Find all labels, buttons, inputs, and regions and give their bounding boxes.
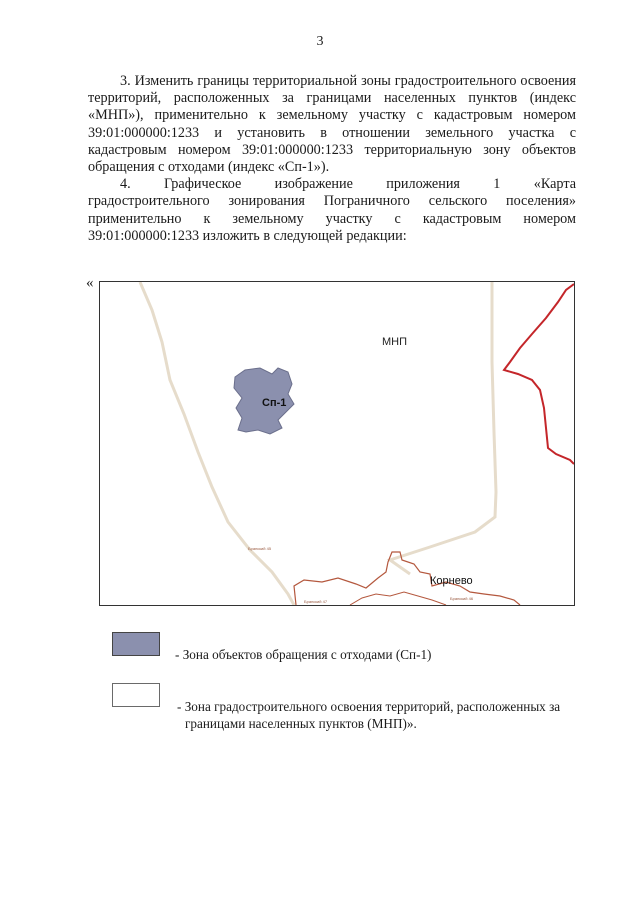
paragraph-3: 3. Изменить границы территориальной зоны градостроительного освоения территорий, расположенных за границами населенных пунктов (индекс «МНП»), применительно к земельному участку с кадастровым номером 39:01:000000:1233 и установить в отношении земельного участка с кадастровым номером 39:01:000000:1233 территориальную зону объектов обращения с отходами (индекс «Сп-1»). <box>88 73 576 176</box>
legend-text-mnp <box>177 699 577 732</box>
road-label-3: Бранский 46 <box>450 596 474 601</box>
road-northwest <box>140 282 294 605</box>
document-body <box>88 73 576 245</box>
legend-text-mnp-line-1: - Зона градостроительного освоения территорий, расположенных за <box>177 699 561 714</box>
paragraph-4-line-3: применительно к земельному участку с кадастровым номером <box>88 210 576 227</box>
district-border <box>504 284 574 464</box>
settlement-boundary-inner <box>350 592 446 605</box>
legend-swatch-mnp <box>112 683 160 707</box>
paragraph-4-line-4: 39:01:000000:1233 изложить в следующей редакции: <box>88 227 407 244</box>
legend-text-sp1: - Зона объектов обращения с отходами (Сп-1) <box>175 647 432 662</box>
settlement-boundary <box>294 552 520 605</box>
zoning-map <box>99 281 575 606</box>
open-quote: « <box>86 275 94 291</box>
map-label-village: Корнево <box>430 575 473 587</box>
page-number: 3 <box>316 34 324 49</box>
legend-swatch-sp1 <box>112 632 160 656</box>
road-label-1: Бранский 45 <box>248 546 272 551</box>
zoning-map-svg <box>100 282 574 605</box>
road-label-2: Бранский 47 <box>304 599 328 604</box>
map-label-sp1: Сп-1 <box>262 397 287 409</box>
paragraph-4-line-2: градостроительного зонирования Пограничного сельского поселения» <box>88 193 576 210</box>
map-label-mnp: МНП <box>382 336 408 348</box>
road-east <box>390 282 496 574</box>
legend-text-mnp-line-2: границами населенных пунктов (МНП)». <box>185 715 417 731</box>
paragraph-4-line-1: 4. Графическое изображение приложения 1 «Карта <box>120 176 576 193</box>
